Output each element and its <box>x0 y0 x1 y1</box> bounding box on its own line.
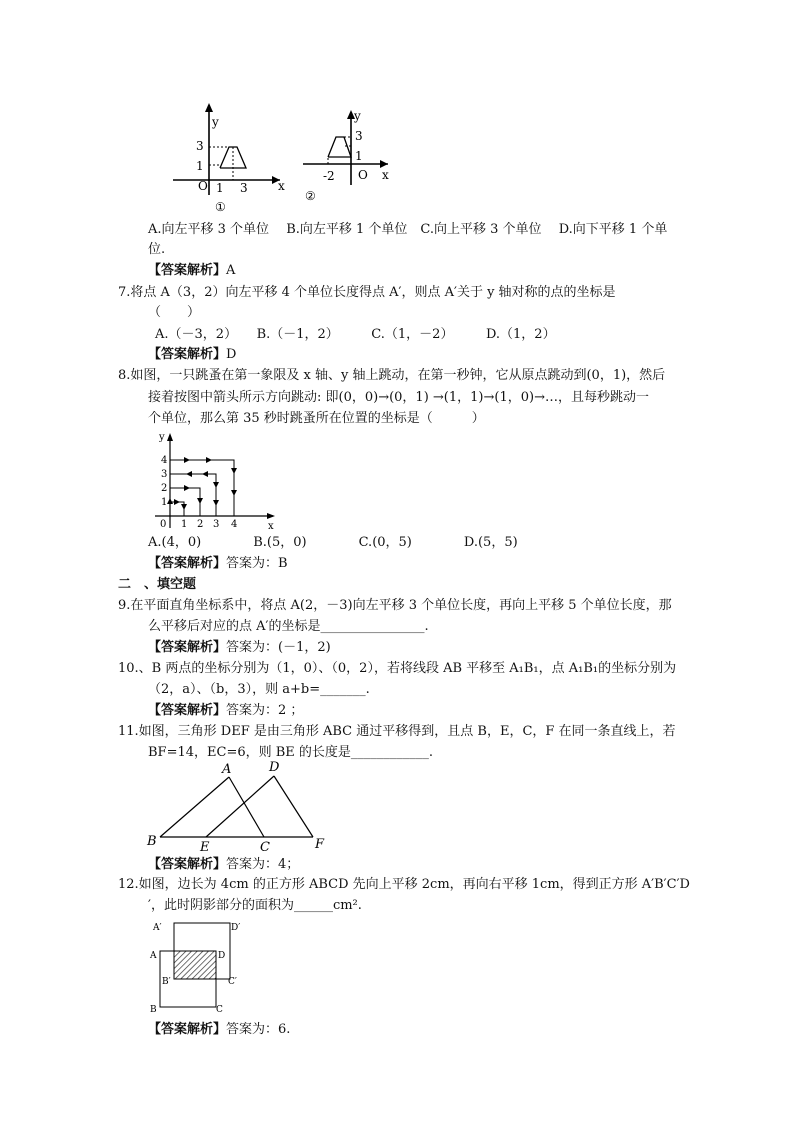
section-2-title: 二 、填空题 <box>118 577 197 592</box>
g2-y-label: y <box>354 109 361 123</box>
q6-answer <box>148 262 235 280</box>
q8-tick-x-2: 2 <box>197 519 204 530</box>
q8-x-label: x <box>268 521 274 532</box>
g1-y-label: y <box>212 115 219 129</box>
q11-stem-line1: 11.如图，三角形 DEF 是由三角形 ABC 通过平移得到，且点 B，E，C，F 在同一条直线上，若 <box>118 724 676 739</box>
q9-stem-line1: 9.在平面直角坐标系中，将点 A(2，－3)向左平移 3 个单位长度，再向上平移 5 个单位长度，那 <box>118 598 672 613</box>
q11-label-E: E <box>200 840 210 853</box>
q8-options: A.(4，0) B.(5，0) C.(0，5) D.(5，5) <box>148 535 518 550</box>
q12-stem-line2: ′，此时阴影部分的面积为______cm². <box>148 898 362 913</box>
q10-answer-label: 【答案解析】 <box>148 703 227 718</box>
g2-origin: O <box>358 168 368 182</box>
q7-answer-text: D <box>226 347 237 362</box>
q8-tick-y-2: 2 <box>161 483 168 494</box>
q12-answer <box>148 1021 290 1039</box>
q8-origin: 0 <box>160 519 167 530</box>
q10-stem-line2: （2，a）、（b，3），则 a+b=_______. <box>148 682 370 697</box>
g1-tick-x-1: 1 <box>216 181 224 195</box>
q8-stem-line1: 8.如图，一只跳蚤在第一象限及 x 轴、y 轴上跳动，在第一秒钟，它从原点跳动到(0，1)，然后 <box>118 368 666 383</box>
q8-stem-line2: 接着按图中箭头所示方向跳动: 即(0，0)→(0，1) →(1，1)→(1，0)→…，且每秒跳动一 <box>148 390 649 405</box>
q11-stem-line2: BF=14，EC=6，则 BE 的长度是____________. <box>148 745 434 760</box>
q7-blank: （ ） <box>148 305 201 320</box>
g1-tick-y-3: 3 <box>196 139 204 153</box>
g2-caption: ② <box>305 189 316 203</box>
q8-stem-line3: 个单位，那么第 35 秒时跳蚤所在位置的坐标是（ ） <box>148 411 485 426</box>
q7-options: A.（－3，2） B.（－1，2） C.（1，－2） D.（1，2） <box>155 327 556 342</box>
q9-answer <box>148 639 331 657</box>
q6-graph-2 <box>303 109 389 203</box>
g1-origin: O <box>198 179 208 193</box>
q12-label-D: D <box>218 951 226 961</box>
q7-stem: 7.将点 A（3，2）向左平移 4 个单位长度得点 A′，则点 A′关于 y 轴对称的点的坐标是 <box>118 285 616 300</box>
g2-x-label: x <box>382 168 389 182</box>
q8-tick-y-1: 1 <box>161 497 168 508</box>
q11-label-A: A <box>222 762 232 777</box>
g1-x-label: x <box>278 179 285 193</box>
q8-tick-y-4: 4 <box>161 455 168 466</box>
g1-tick-x-3: 3 <box>240 181 248 195</box>
q7-answer <box>148 346 236 364</box>
q11-label-B: B <box>147 834 157 849</box>
q12-label-D-prime: D′ <box>231 923 241 933</box>
q12-label-A: A <box>150 951 157 961</box>
g2-tick-y-3: 3 <box>355 129 363 143</box>
q8-tick-x-3: 3 <box>213 519 220 530</box>
q12-label-B-prime: B′ <box>162 977 171 987</box>
q12-label-B: B <box>150 1005 157 1015</box>
q11-answer <box>148 856 299 874</box>
q10-answer <box>148 702 303 720</box>
q7-answer-label: 【答案解析】 <box>148 347 227 362</box>
q9-answer-text: 答案为：(－1，2) <box>226 640 331 655</box>
q8-answer-text: 答案为：B <box>226 556 288 571</box>
q11-answer-text: 答案为：4； <box>226 857 300 872</box>
q11-answer-label: 【答案解析】 <box>148 857 227 872</box>
q10-stem-line1: 10.、B 两点的坐标分别为（1，0）、（0，2），若将线段 AB 平移至 A₁B₁，点 A₁B₁的坐标分别为 <box>118 661 677 676</box>
q12-label-A-prime: A′ <box>153 923 162 933</box>
q8-tick-x-1: 1 <box>181 519 188 530</box>
q6-options-line1: A.向左平移 3 个单位 B.向左平移 1 个单位 C.向上平移 3 个单位 D.向下平移 1 个单 <box>148 222 668 237</box>
g2-tick-y-1: 1 <box>355 149 363 163</box>
q11-label-C: C <box>260 840 270 853</box>
q6-graph-1 <box>173 103 285 214</box>
g1-caption: ① <box>215 200 226 214</box>
q12-label-C-prime: C′ <box>228 977 237 987</box>
q8-tick-y-3: 3 <box>161 469 168 480</box>
q12-label-C: C <box>216 1005 223 1015</box>
q11-label-D: D <box>269 760 280 775</box>
q8-tick-x-4: 4 <box>231 519 238 530</box>
q8-answer-label: 【答案解析】 <box>148 556 227 571</box>
q8-figure <box>150 428 280 533</box>
q6-answer-label: 【答案解析】 <box>148 263 227 278</box>
g1-tick-y-1: 1 <box>196 159 204 173</box>
q9-answer-label: 【答案解析】 <box>148 640 227 655</box>
q12-answer-text: 答案为：6. <box>226 1022 291 1037</box>
q12-answer-label: 【答案解析】 <box>148 1022 227 1037</box>
q8-answer <box>148 555 288 573</box>
q6-answer-text: A <box>226 263 236 278</box>
q8-y-label: y <box>159 432 165 443</box>
q10-answer-text: 答案为：2 ； <box>226 703 304 718</box>
q12-stem-line1: 12.如图，边长为 4cm 的正方形 ABCD 先向上平移 2cm，再向右平移 1cm，得到正方形 A′B′C′D <box>118 877 690 892</box>
q12-figure <box>145 918 245 1018</box>
q6-options-line2: 位. <box>148 242 166 257</box>
q6-figure <box>168 100 398 215</box>
q11-label-F: F <box>315 837 325 852</box>
q9-stem-line2: 么平移后对应的点 A′的坐标是________________. <box>148 619 429 634</box>
q11-figure <box>145 758 330 853</box>
g2-tick-x-neg2: -2 <box>323 169 335 183</box>
